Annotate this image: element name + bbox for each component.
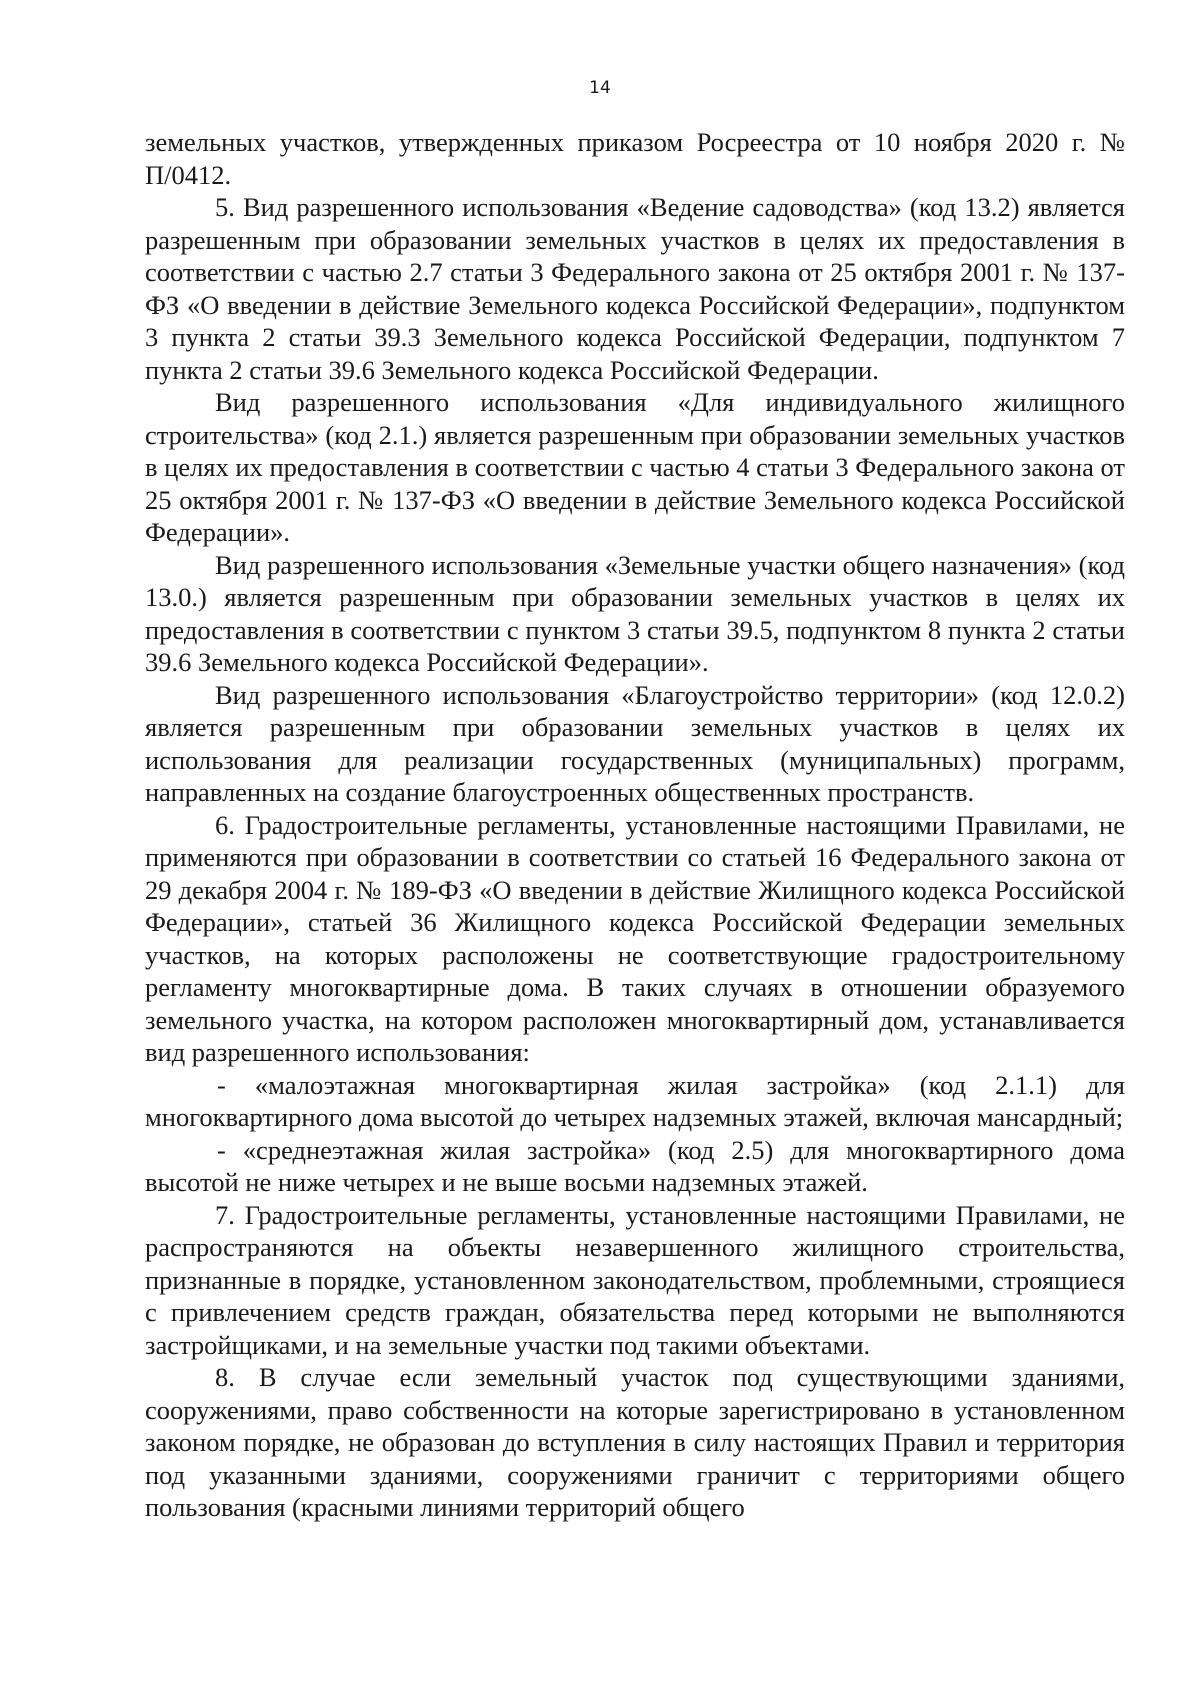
- paragraph-item-5: 5. Вид разрешенного использования «Ведение садоводства» (код 13.2) является разрешенным при образовании земельных участков в целях их предоставления в соответствии с частью 2.7 статьи 3 Федерального закона от 25 октября 2001 г. № 137-ФЗ «О введении в действие Земельного кодекса Российской Федерации», подпунктом 3 пункта 2 статьи 39.3 Земельного кодекса Российской Федерации, подпунктом 7 пункта 2 статьи 39.6 Земельного кодекса Российской Федерации.: [145, 192, 1125, 385]
- paragraph-item-6: 6. Градостроительные регламенты, установленные настоящими Правилами, не применяются при образовании в соответствии со статьей 16 Федерального закона от 29 декабря 2004 г. № 189-ФЗ «О введении в действие Жилищного кодекса Российской Федерации», статьей 36 Жилищного кодекса Российской Федерации земельных участков, на которых расположены не соответствующие градостроительному регламенту многоквартирные дома. В таких случаях в отношении образуемого земельного участка, на котором расположен многоквартирный дом, устанавливается вид разрешенного использования:: [145, 809, 1125, 1067]
- paragraph-landscaping: Вид разрешенного использования «Благоустройство территории» (код 12.0.2) является разрешенным при образовании земельных участков в целях их использования для реализации государственных (муниципальных) программ, направленных на создание благоустроенных общественных пространств.: [145, 679, 1125, 807]
- paragraph-izhs: Вид разрешенного использования «Для индивидуального жилищного строительства» (код 2.1.) является разрешенным при образовании земельных участков в целях их предоставления в соответствии с частью 4 статьи 3 Федерального закона от 25 октября 2001 г. № 137-ФЗ «О введении в действие Земельного кодекса Российской Федерации».: [145, 387, 1125, 547]
- page-number: 14: [589, 78, 611, 98]
- paragraph-general-use: Вид разрешенного использования «Земельные участки общего назначения» (код 13.0.) является разрешенным при образовании земельных участков в целях их предоставления в соответствии с пунктом 3 статьи 39.5, подпунктом 8 пункта 2 статьи 39.6 Земельного кодекса Российской Федерации».: [145, 549, 1125, 677]
- list-item-low-rise: - «малоэтажная многоквартирная жилая застройка» (код 2.1.1) для многоквартирного дома высотой до четырех надземных этажей, включая мансардный;: [145, 1069, 1125, 1132]
- paragraph-item-7: 7. Градостроительные регламенты, установленные настоящими Правилами, не распространяются на объекты незавершенного жилищного строительства, признанные в порядке, установленном законодательством, проблемными, строящиеся с привлечением средств граждан, обязательства перед которыми не выполняются застройщиками, и на земельные участки под такими объектами.: [145, 1199, 1125, 1360]
- paragraph-item-8: 8. В случае если земельный участок под существующими зданиями, сооружениями, право собственности на которые зарегистрировано в установленном законом порядке, не образован до вступления в силу настоящих Правил и территория под указанными зданиями, сооружениями граничит с территориями общего пользования (красными линиями территорий общего: [145, 1362, 1125, 1522]
- paragraph-continuation: земельных участков, утвержденных приказом Росреестра от 10 ноября 2020 г. № П/0412.: [145, 127, 1125, 190]
- document-body: [145, 126, 1125, 1524]
- list-item-mid-rise: - «среднеэтажная жилая застройка» (код 2.5) для многоквартирного дома высотой не ниже четырех и не выше восьми надземных этажей.: [145, 1134, 1125, 1197]
